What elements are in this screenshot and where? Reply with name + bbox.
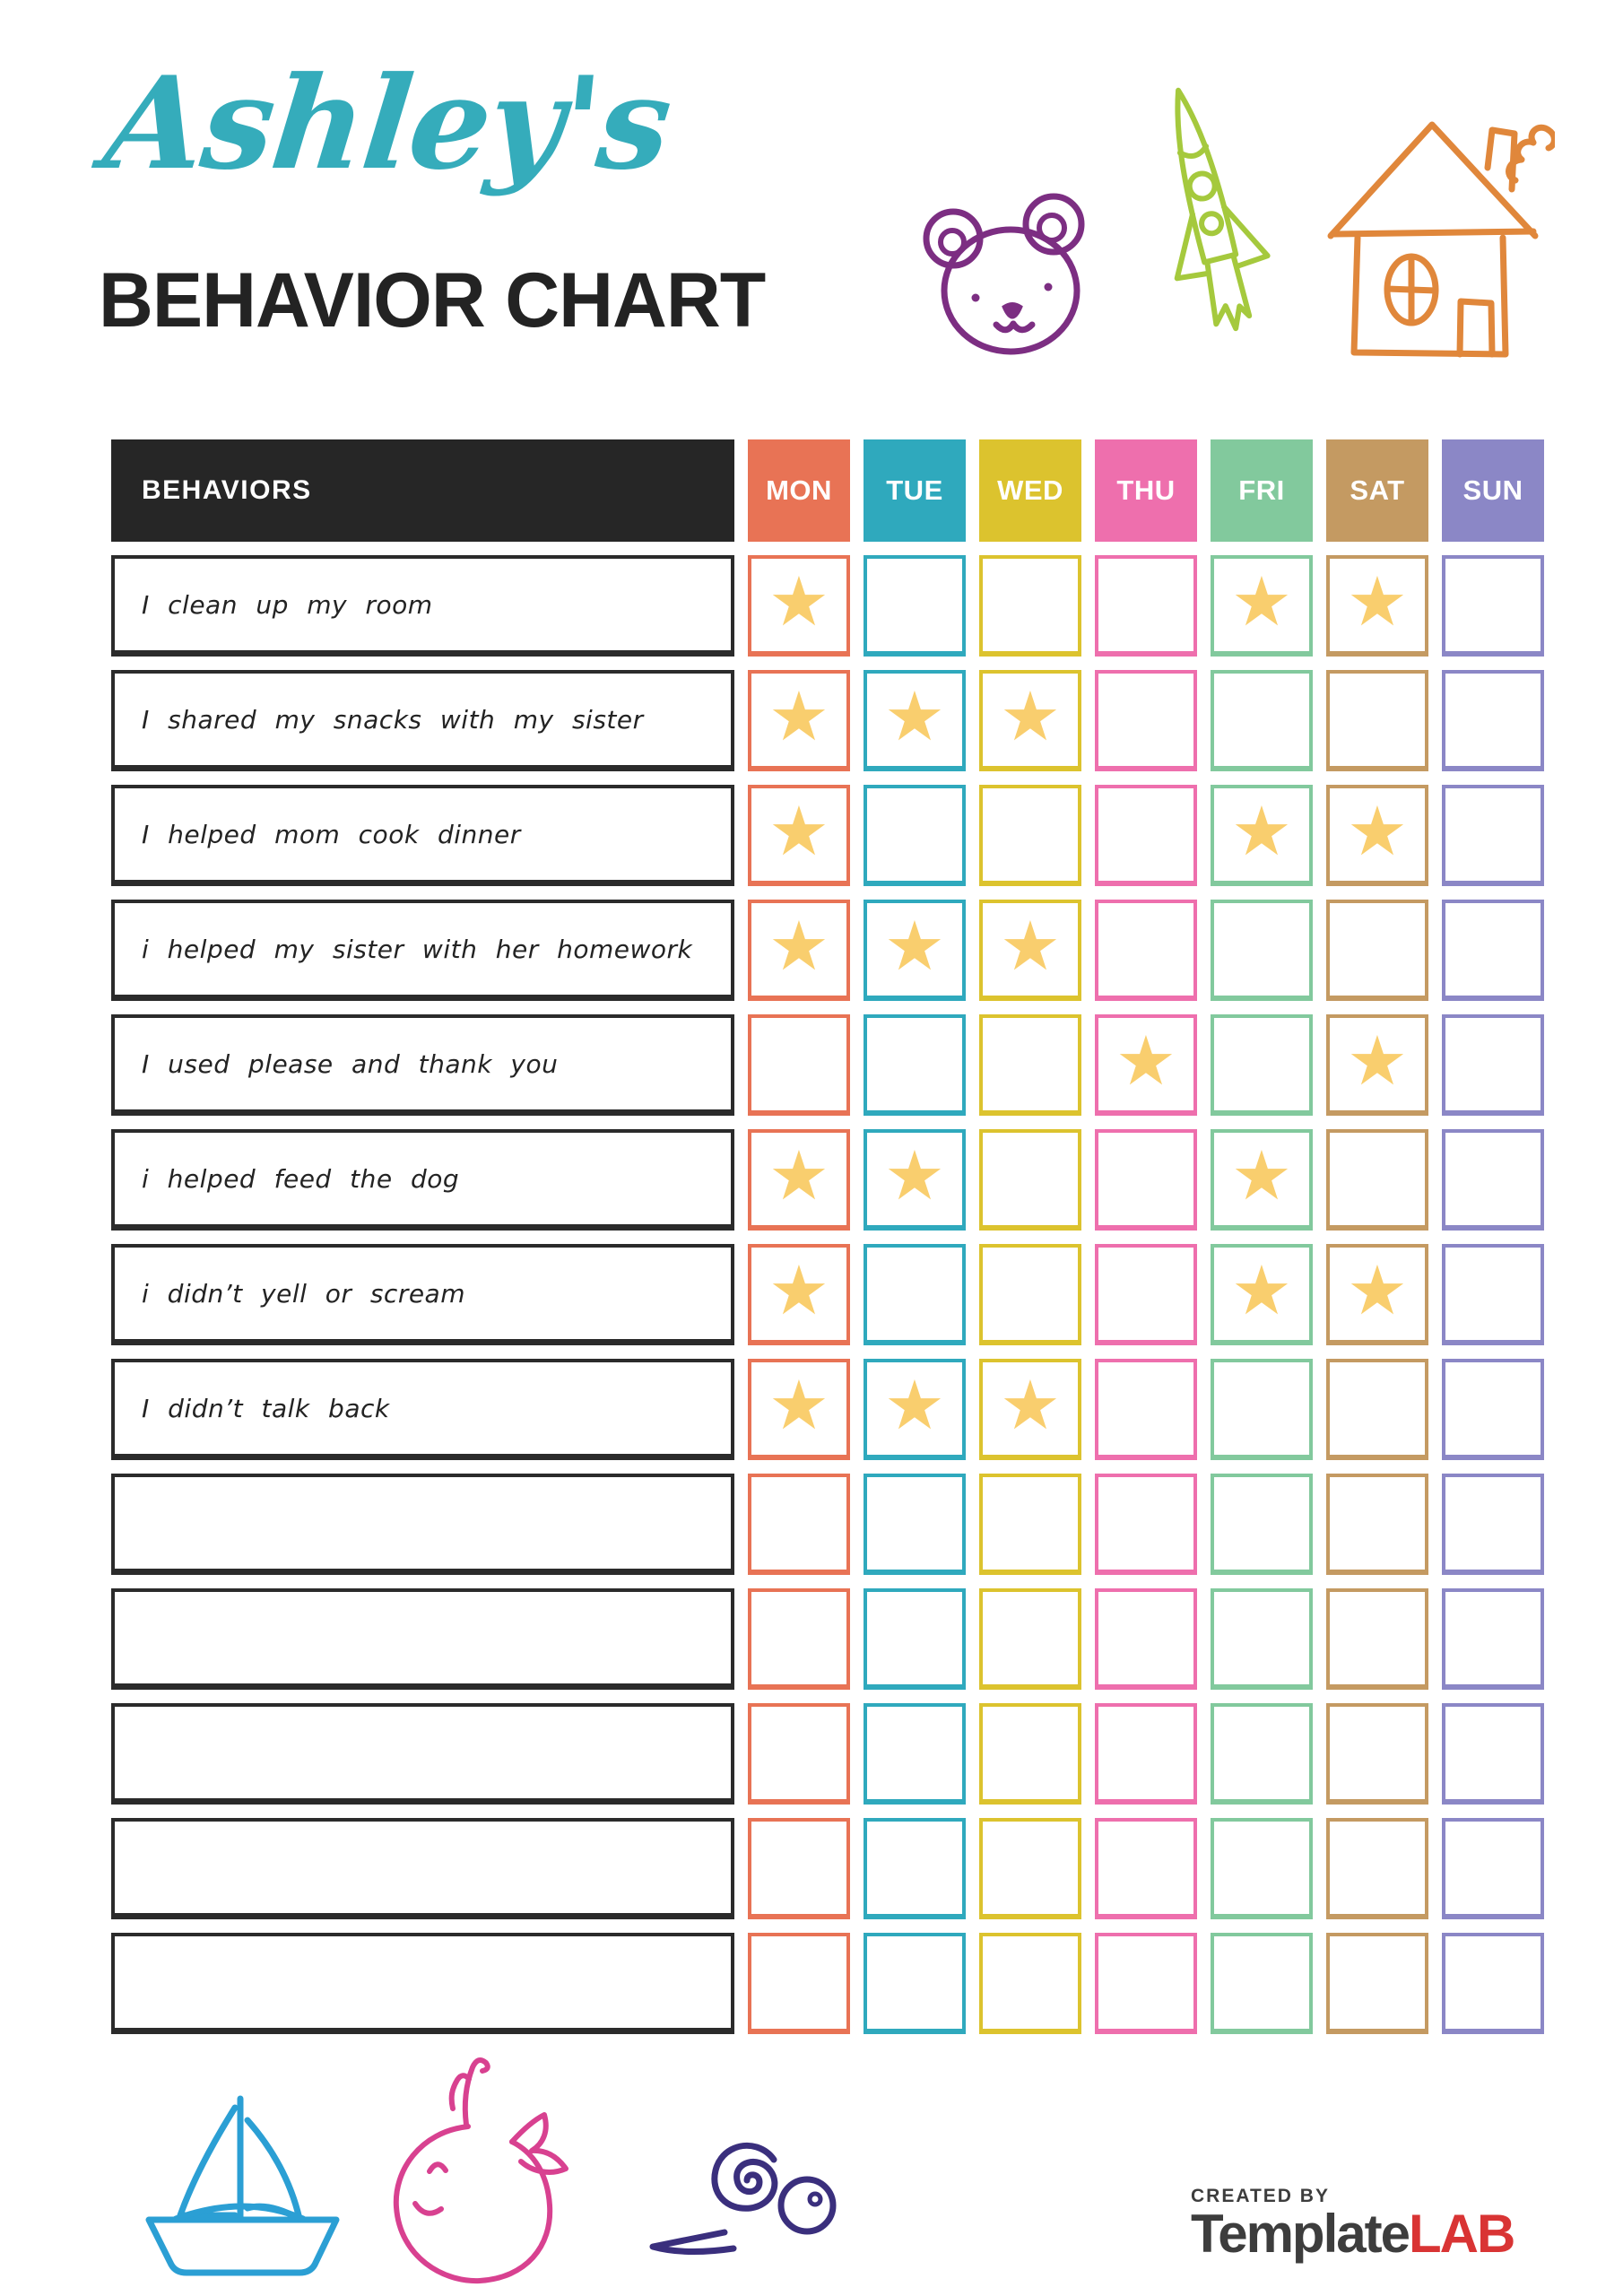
behavior-row-label: I used please and thank you — [111, 1014, 734, 1116]
day-cell-thu-row10 — [1095, 1588, 1197, 1690]
star-icon: ★ — [768, 793, 830, 870]
day-cell-sun-row10 — [1442, 1588, 1544, 1690]
day-cell-mon-row4 — [748, 900, 850, 1001]
day-cell-wed-row9 — [979, 1474, 1081, 1575]
star-icon: ★ — [768, 908, 830, 985]
behavior-row-label: I shared my snacks with my sister — [111, 670, 734, 771]
day-cell-tue-row13 — [864, 1933, 966, 2034]
star-icon: ★ — [768, 1367, 830, 1444]
star-icon: ★ — [1230, 1137, 1293, 1214]
day-cell-fri-row6 — [1211, 1129, 1313, 1231]
behaviors-header: BEHAVIORS — [111, 439, 734, 542]
day-cell-sun-row3 — [1442, 785, 1544, 886]
day-cell-sat-row1 — [1326, 555, 1428, 657]
day-cell-sat-row7 — [1326, 1244, 1428, 1345]
star-icon: ★ — [1346, 1252, 1409, 1329]
behavior-row-label: i helped feed the dog — [111, 1129, 734, 1231]
child-name: Ashley's — [98, 49, 677, 198]
brand-name — [1191, 2204, 1549, 2264]
day-cell-thu-row6 — [1095, 1129, 1197, 1231]
day-cell-mon-row7 — [748, 1244, 850, 1345]
day-header-thu: THU — [1095, 439, 1197, 542]
star-icon: ★ — [1230, 563, 1293, 640]
star-icon: ★ — [1230, 793, 1293, 870]
star-icon: ★ — [768, 1252, 830, 1329]
day-cell-sun-row1 — [1442, 555, 1544, 657]
day-cell-sat-row5 — [1326, 1014, 1428, 1116]
day-cell-fri-row1 — [1211, 555, 1313, 657]
day-cell-tue-row8 — [864, 1359, 966, 1460]
day-cell-sun-row7 — [1442, 1244, 1544, 1345]
day-cell-mon-row5 — [748, 1014, 850, 1116]
sailboat-icon — [133, 2081, 352, 2285]
day-cell-wed-row5 — [979, 1014, 1081, 1116]
day-header-sun: SUN — [1442, 439, 1544, 542]
day-cell-sat-row12 — [1326, 1818, 1428, 1919]
house-icon — [1311, 94, 1555, 368]
star-icon: ★ — [1115, 1022, 1177, 1100]
behavior-row-label: i didn’t yell or scream — [111, 1244, 734, 1345]
templatelab-logo — [1191, 2186, 1549, 2264]
behavior-row-label — [111, 1588, 734, 1690]
day-cell-wed-row4 — [979, 900, 1081, 1001]
star-icon: ★ — [883, 678, 946, 755]
star-icon: ★ — [768, 563, 830, 640]
day-cell-sun-row12 — [1442, 1818, 1544, 1919]
day-cell-wed-row12 — [979, 1818, 1081, 1919]
day-cell-sat-row6 — [1326, 1129, 1428, 1231]
day-cell-sun-row9 — [1442, 1474, 1544, 1575]
day-header-tue: TUE — [864, 439, 966, 542]
brand-primary: Template — [1191, 2204, 1409, 2264]
day-cell-tue-row3 — [864, 785, 966, 886]
day-cell-thu-row3 — [1095, 785, 1197, 886]
day-cell-thu-row2 — [1095, 670, 1197, 771]
day-cell-mon-row6 — [748, 1129, 850, 1231]
day-cell-fri-row13 — [1211, 1933, 1313, 2034]
day-cell-tue-row9 — [864, 1474, 966, 1575]
day-cell-mon-row11 — [748, 1703, 850, 1805]
star-icon: ★ — [999, 678, 1062, 755]
brand-accent: LAB — [1408, 2204, 1515, 2264]
day-cell-fri-row5 — [1211, 1014, 1313, 1116]
day-cell-wed-row3 — [979, 785, 1081, 886]
day-cell-thu-row11 — [1095, 1703, 1197, 1805]
day-cell-fri-row11 — [1211, 1703, 1313, 1805]
day-header-sat: SAT — [1326, 439, 1428, 542]
day-header-fri: FRI — [1211, 439, 1313, 542]
day-cell-thu-row12 — [1095, 1818, 1197, 1919]
day-cell-wed-row13 — [979, 1933, 1081, 2034]
day-cell-thu-row1 — [1095, 555, 1197, 657]
day-cell-tue-row11 — [864, 1703, 966, 1805]
day-cell-fri-row10 — [1211, 1588, 1313, 1690]
day-cell-sat-row2 — [1326, 670, 1428, 771]
day-cell-sat-row13 — [1326, 1933, 1428, 2034]
day-cell-fri-row4 — [1211, 900, 1313, 1001]
star-icon: ★ — [768, 678, 830, 755]
day-cell-mon-row1 — [748, 555, 850, 657]
day-cell-wed-row6 — [979, 1129, 1081, 1231]
day-cell-sun-row4 — [1442, 900, 1544, 1001]
day-cell-sat-row11 — [1326, 1703, 1428, 1805]
day-cell-sun-row6 — [1442, 1129, 1544, 1231]
day-cell-mon-row3 — [748, 785, 850, 886]
day-cell-tue-row10 — [864, 1588, 966, 1690]
star-icon: ★ — [999, 1367, 1062, 1444]
rocket-icon — [1114, 74, 1313, 387]
day-cell-thu-row9 — [1095, 1474, 1197, 1575]
behavior-row-label — [111, 1474, 734, 1575]
day-cell-tue-row12 — [864, 1818, 966, 1919]
day-cell-thu-row13 — [1095, 1933, 1197, 2034]
day-cell-tue-row1 — [864, 555, 966, 657]
star-icon: ★ — [1346, 563, 1409, 640]
day-cell-sat-row3 — [1326, 785, 1428, 886]
behavior-row-label — [111, 1703, 734, 1805]
page-title: BEHAVIOR CHART — [99, 257, 766, 344]
day-cell-sat-row10 — [1326, 1588, 1428, 1690]
day-cell-tue-row2 — [864, 670, 966, 771]
behavior-row-label: i helped my sister with her homework — [111, 900, 734, 1001]
day-cell-sun-row5 — [1442, 1014, 1544, 1116]
day-cell-wed-row11 — [979, 1703, 1081, 1805]
day-cell-wed-row10 — [979, 1588, 1081, 1690]
day-cell-mon-row2 — [748, 670, 850, 771]
behavior-row-label: I didn’t talk back — [111, 1359, 734, 1460]
day-cell-mon-row12 — [748, 1818, 850, 1919]
day-cell-wed-row2 — [979, 670, 1081, 771]
day-cell-wed-row8 — [979, 1359, 1081, 1460]
behavior-row-label: I helped mom cook dinner — [111, 785, 734, 886]
day-header-wed: WED — [979, 439, 1081, 542]
behavior-row-label: I clean up my room — [111, 555, 734, 657]
star-icon: ★ — [1346, 793, 1409, 870]
day-cell-fri-row12 — [1211, 1818, 1313, 1919]
star-icon: ★ — [999, 908, 1062, 985]
day-cell-tue-row7 — [864, 1244, 966, 1345]
day-cell-thu-row5 — [1095, 1014, 1197, 1116]
day-cell-fri-row8 — [1211, 1359, 1313, 1460]
day-cell-thu-row7 — [1095, 1244, 1197, 1345]
day-cell-sun-row13 — [1442, 1933, 1544, 2034]
day-cell-wed-row1 — [979, 555, 1081, 657]
day-cell-mon-row8 — [748, 1359, 850, 1460]
day-cell-mon-row9 — [748, 1474, 850, 1575]
day-cell-tue-row6 — [864, 1129, 966, 1231]
bear-icon — [916, 190, 1112, 361]
star-icon: ★ — [883, 908, 946, 985]
star-icon: ★ — [768, 1137, 830, 1214]
day-cell-sun-row8 — [1442, 1359, 1544, 1460]
day-cell-sat-row9 — [1326, 1474, 1428, 1575]
behavior-row-label — [111, 1818, 734, 1919]
behavior-table — [111, 439, 1544, 2034]
day-cell-mon-row10 — [748, 1588, 850, 1690]
star-icon: ★ — [1346, 1022, 1409, 1100]
behavior-row-label — [111, 1933, 734, 2034]
day-cell-tue-row5 — [864, 1014, 966, 1116]
star-icon: ★ — [1230, 1252, 1293, 1329]
day-cell-fri-row9 — [1211, 1474, 1313, 1575]
day-cell-sat-row4 — [1326, 900, 1428, 1001]
day-cell-sun-row2 — [1442, 670, 1544, 771]
day-cell-tue-row4 — [864, 900, 966, 1001]
whale-icon — [378, 2049, 592, 2292]
snail-icon — [638, 2112, 852, 2265]
day-cell-sat-row8 — [1326, 1359, 1428, 1460]
day-cell-thu-row8 — [1095, 1359, 1197, 1460]
day-cell-mon-row13 — [748, 1933, 850, 2034]
created-by-label: CREATED BY — [1191, 2186, 1330, 2206]
day-cell-wed-row7 — [979, 1244, 1081, 1345]
day-cell-thu-row4 — [1095, 900, 1197, 1001]
day-cell-fri-row7 — [1211, 1244, 1313, 1345]
day-cell-sun-row11 — [1442, 1703, 1544, 1805]
day-header-mon: MON — [748, 439, 850, 542]
star-icon: ★ — [883, 1367, 946, 1444]
star-icon: ★ — [883, 1137, 946, 1214]
day-cell-fri-row2 — [1211, 670, 1313, 771]
day-cell-fri-row3 — [1211, 785, 1313, 886]
